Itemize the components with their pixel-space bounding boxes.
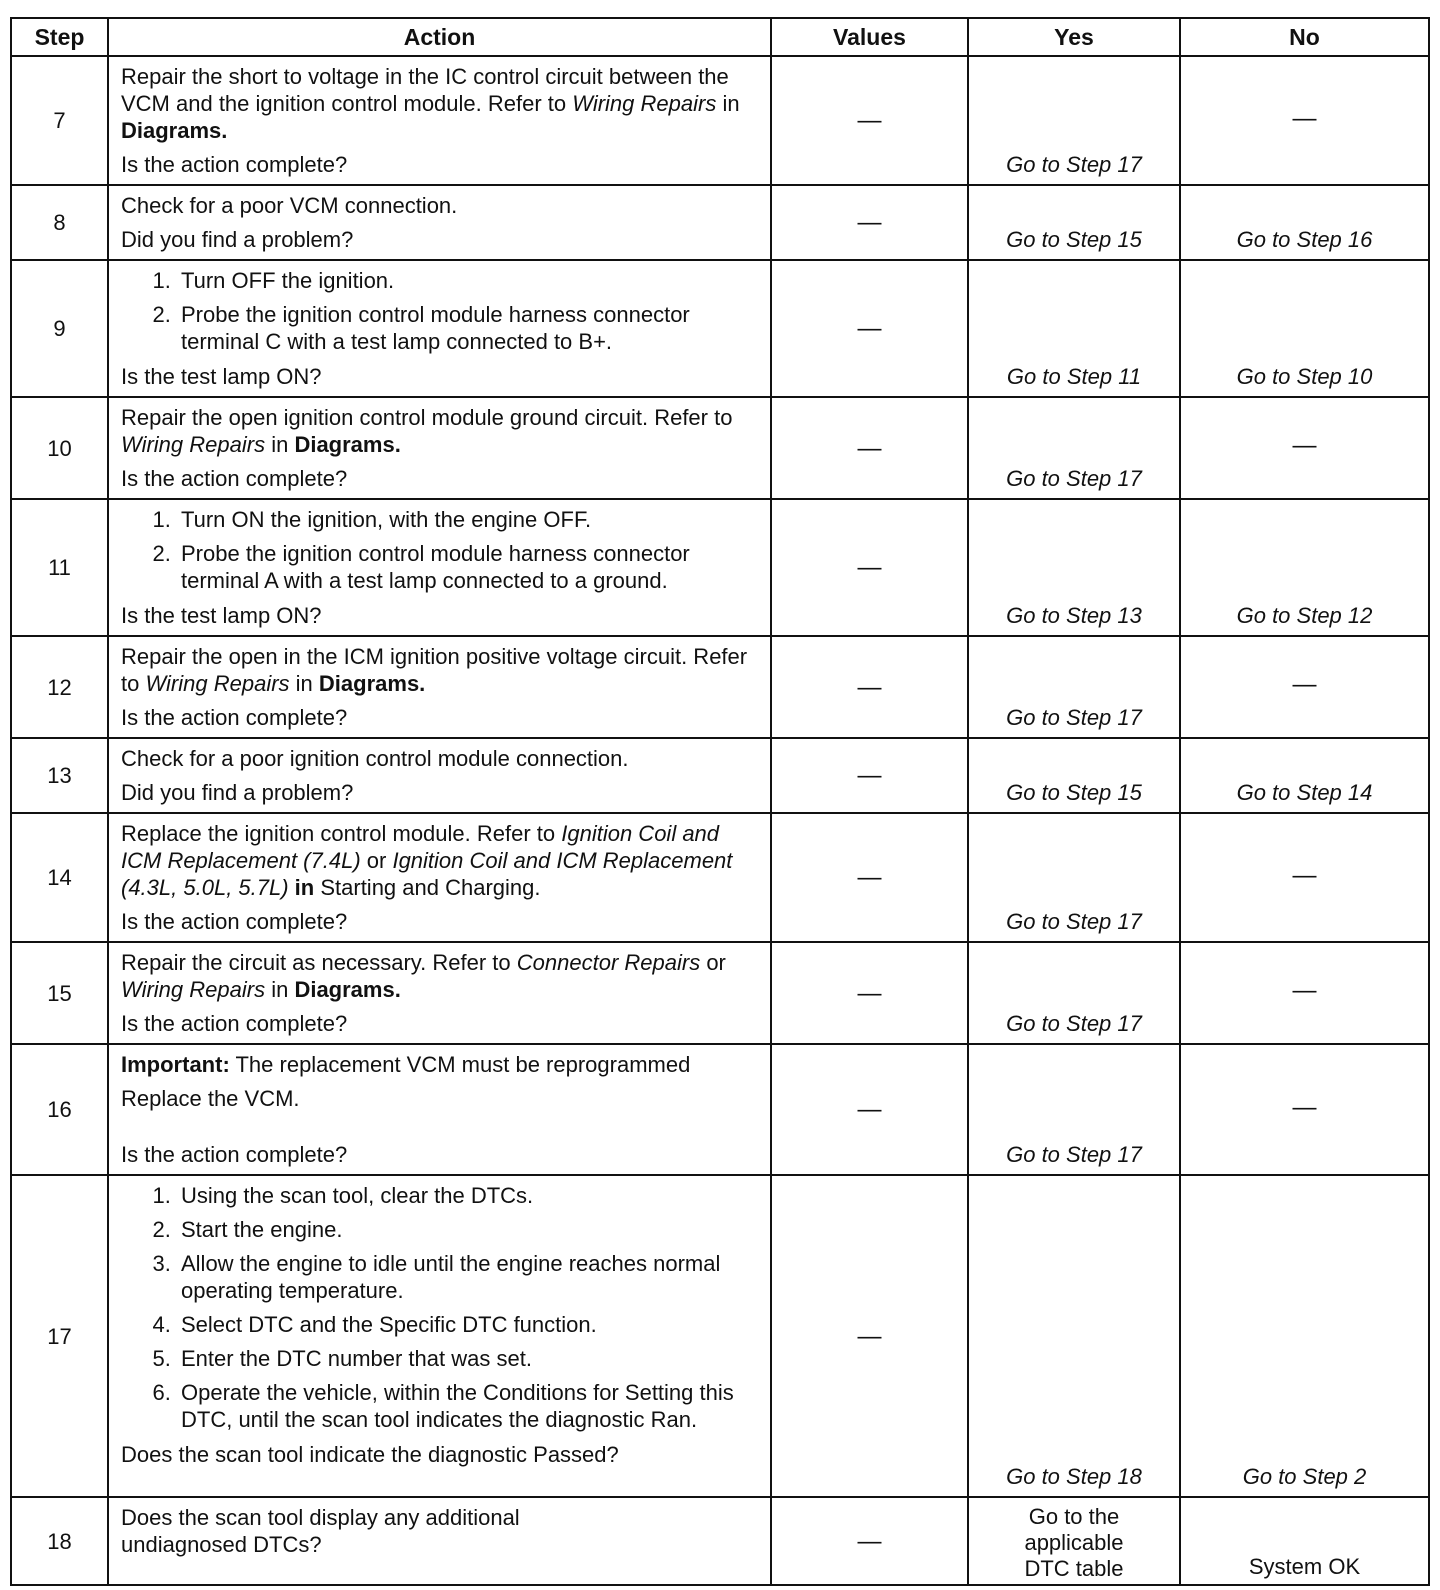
- header-action: Action: [108, 18, 771, 56]
- yes-answer: Go to Step 17: [1006, 466, 1142, 491]
- action-cell: [108, 636, 771, 738]
- action-cell: [108, 738, 771, 813]
- values-cell: —: [771, 738, 968, 813]
- procedure-list: [121, 506, 760, 594]
- no-cell: [1180, 636, 1429, 738]
- action-text: Repair the circuit as necessary. Refer to Connector Repairs or Wiring Repairs in Diagrams.: [121, 950, 726, 1002]
- action-cell: [108, 1175, 771, 1497]
- values-cell: —: [771, 499, 968, 636]
- yes-answer: Go to Step 17: [1006, 152, 1142, 177]
- table-row: [11, 56, 1429, 185]
- values-cell: —: [771, 813, 968, 942]
- no-answer: Go to Step 10: [1236, 364, 1373, 389]
- yes-cell: [968, 942, 1180, 1044]
- action-cell: [108, 813, 771, 942]
- yes-answer: Go to Step 15: [1006, 227, 1142, 252]
- no-cell: [1180, 56, 1429, 185]
- values-cell: —: [771, 942, 968, 1044]
- list-item: 2. Probe the ignition control module harness connector terminal C with a test lamp connected to B+.: [177, 301, 760, 355]
- yes-cell: [968, 738, 1180, 813]
- values-cell: —: [771, 185, 968, 260]
- yes-cell: [968, 397, 1180, 499]
- no-cell: [1180, 1497, 1429, 1585]
- list-item: 1. Turn ON the ignition, with the engine OFF.: [177, 506, 760, 533]
- values-cell: —: [771, 636, 968, 738]
- list-item: 6. Operate the vehicle, within the Conditions for Setting this DTC, until the scan tool indicates the diagnostic Ran.: [177, 1379, 760, 1433]
- no-answer: System OK: [1248, 1554, 1361, 1579]
- table-row: [11, 738, 1429, 813]
- values-cell: —: [771, 1044, 968, 1175]
- list-item: 3. Allow the engine to idle until the engine reaches normal operating temperature.: [177, 1250, 760, 1304]
- yes-answer: Go to Step 11: [1006, 364, 1142, 389]
- no-cell: [1180, 1175, 1429, 1497]
- action-cell: [108, 499, 771, 636]
- reference-link: Wiring Repairs: [145, 671, 290, 696]
- step-number: 16: [11, 1044, 108, 1175]
- reference-link: Ignition Coil and ICM Replacement (4.3L, 5.0L, 5.7L): [121, 848, 733, 900]
- action-question: Does the scan tool indicate the diagnostic Passed?: [121, 1442, 619, 1467]
- action-question: Is the action complete?: [121, 909, 348, 934]
- action-text: Repair the short to voltage in the IC control circuit between the VCM and the ignition control module. Refer to Wiring Repairs in Diagrams.: [121, 64, 740, 143]
- list-item: 1. Turn OFF the ignition.: [177, 267, 760, 294]
- reference-link: Connector Repairs: [516, 950, 701, 975]
- table-row: [11, 499, 1429, 636]
- action-cell: [108, 260, 771, 397]
- table-row: [11, 1044, 1429, 1175]
- yes-answer: Go to Step 17: [1006, 705, 1142, 730]
- no-answer: —: [1292, 861, 1317, 889]
- no-cell: [1180, 185, 1429, 260]
- step-number: 18: [11, 1497, 108, 1585]
- yes-answer: Go to Step 13: [1006, 603, 1142, 628]
- header-values: Values: [771, 18, 968, 56]
- action-cell: [108, 56, 771, 185]
- yes-cell: [968, 636, 1180, 738]
- table-row: [11, 260, 1429, 397]
- table-row: [11, 942, 1429, 1044]
- action-question: Is the action complete?: [121, 1142, 348, 1167]
- step-number: 13: [11, 738, 108, 813]
- action-question: Did you find a problem?: [121, 780, 354, 805]
- step-number: 8: [11, 185, 108, 260]
- action-question: Is the action complete?: [121, 1011, 348, 1036]
- action-question: Did you find a problem?: [121, 227, 354, 252]
- table-row: [11, 813, 1429, 942]
- header-row: [11, 18, 1429, 56]
- important-label: Important:: [121, 1052, 230, 1077]
- action-cell: [108, 1497, 771, 1585]
- values-cell: —: [771, 260, 968, 397]
- no-answer: Go to Step 14: [1236, 780, 1373, 805]
- yes-cell: [968, 185, 1180, 260]
- yes-cell: [968, 1175, 1180, 1497]
- no-cell: [1180, 738, 1429, 813]
- action-text: Replace the ignition control module. Refer to Ignition Coil and ICM Replacement (7.4L) or Ignition Coil and ICM Replacement (4.3L, 5.0L, 5.7L) in Starting and Charging.: [121, 821, 733, 900]
- action-question: Does the scan tool display any additional undiagnosed DTCs?: [121, 1505, 520, 1557]
- no-answer: —: [1292, 104, 1317, 132]
- important-note: Important: The replacement VCM must be reprogrammed: [121, 1052, 691, 1077]
- list-item: 2. Probe the ignition control module harness connector terminal A with a test lamp connected to a ground.: [177, 540, 760, 594]
- header-yes: Yes: [968, 18, 1180, 56]
- yes-cell: [968, 1044, 1180, 1175]
- table-row: [11, 636, 1429, 738]
- yes-answer: Go to Step 17: [1006, 1011, 1142, 1036]
- table-row: [11, 397, 1429, 499]
- header-step: Step: [11, 18, 108, 56]
- step-number: 7: [11, 56, 108, 185]
- yes-cell: [968, 1497, 1180, 1585]
- action-question: Is the test lamp ON?: [121, 603, 322, 628]
- no-cell: [1180, 813, 1429, 942]
- procedure-list: [121, 1182, 760, 1433]
- no-cell: [1180, 1044, 1429, 1175]
- diagnostic-table: [10, 17, 1430, 1586]
- action-text: Replace the VCM.: [121, 1086, 300, 1111]
- no-cell: [1180, 397, 1429, 499]
- yes-answer: Go to Step 17: [1006, 1142, 1142, 1167]
- no-answer: —: [1292, 670, 1317, 698]
- yes-answer: Go to Step 18: [1006, 1464, 1142, 1489]
- action-cell: [108, 185, 771, 260]
- action-text: Repair the open ignition control module ground circuit. Refer to Wiring Repairs in Diagrams.: [121, 405, 733, 457]
- reference-link: Wiring Repairs: [572, 91, 717, 116]
- action-text: Check for a poor ignition control module connection.: [121, 746, 629, 771]
- table-row: [11, 1497, 1429, 1585]
- yes-answer: Go to Step 17: [1006, 909, 1142, 934]
- reference-link: Ignition Coil and ICM Replacement (7.4L): [121, 821, 720, 873]
- yes-answer: Go to the applicable DTC table: [1024, 1504, 1124, 1581]
- action-text: Repair the open in the ICM ignition positive voltage circuit. Refer to Wiring Repairs in Diagrams.: [121, 644, 748, 696]
- yes-cell: [968, 499, 1180, 636]
- values-cell: —: [771, 1175, 968, 1497]
- step-number: 10: [11, 397, 108, 499]
- no-cell: [1180, 499, 1429, 636]
- action-cell: [108, 942, 771, 1044]
- table-row: [11, 1175, 1429, 1497]
- yes-cell: [968, 56, 1180, 185]
- diagnostic-table-page: [10, 17, 1430, 1586]
- list-item: 2. Start the engine.: [177, 1216, 760, 1243]
- yes-answer: Go to Step 15: [1006, 780, 1142, 805]
- step-number: 17: [11, 1175, 108, 1497]
- list-item: 1. Using the scan tool, clear the DTCs.: [177, 1182, 760, 1209]
- no-answer: —: [1292, 1093, 1317, 1121]
- reference-link: Wiring Repairs: [121, 977, 266, 1002]
- no-answer: Go to Step 2: [1242, 1464, 1367, 1489]
- step-number: 12: [11, 636, 108, 738]
- step-number: 15: [11, 942, 108, 1044]
- action-cell: [108, 1044, 771, 1175]
- step-number: 14: [11, 813, 108, 942]
- values-cell: —: [771, 56, 968, 185]
- no-cell: [1180, 942, 1429, 1044]
- yes-cell: [968, 260, 1180, 397]
- step-number: 9: [11, 260, 108, 397]
- action-text: Check for a poor VCM connection.: [121, 193, 458, 218]
- no-answer: Go to Step 16: [1236, 227, 1373, 252]
- action-question: Is the test lamp ON?: [121, 364, 322, 389]
- action-question: Is the action complete?: [121, 152, 348, 177]
- step-number: 11: [11, 499, 108, 636]
- action-question: Is the action complete?: [121, 705, 348, 730]
- no-answer: —: [1292, 431, 1317, 459]
- action-cell: [108, 397, 771, 499]
- list-item: 5. Enter the DTC number that was set.: [177, 1345, 760, 1372]
- yes-cell: [968, 813, 1180, 942]
- list-item: 4. Select DTC and the Specific DTC function.: [177, 1311, 760, 1338]
- table-row: [11, 185, 1429, 260]
- no-answer: Go to Step 12: [1236, 603, 1373, 628]
- values-cell: —: [771, 397, 968, 499]
- no-answer: —: [1292, 976, 1317, 1004]
- no-cell: [1180, 260, 1429, 397]
- values-cell: —: [771, 1497, 968, 1585]
- header-no: No: [1180, 18, 1429, 56]
- procedure-list: [121, 267, 760, 355]
- action-question: Is the action complete?: [121, 466, 348, 491]
- reference-link: Wiring Repairs: [121, 432, 266, 457]
